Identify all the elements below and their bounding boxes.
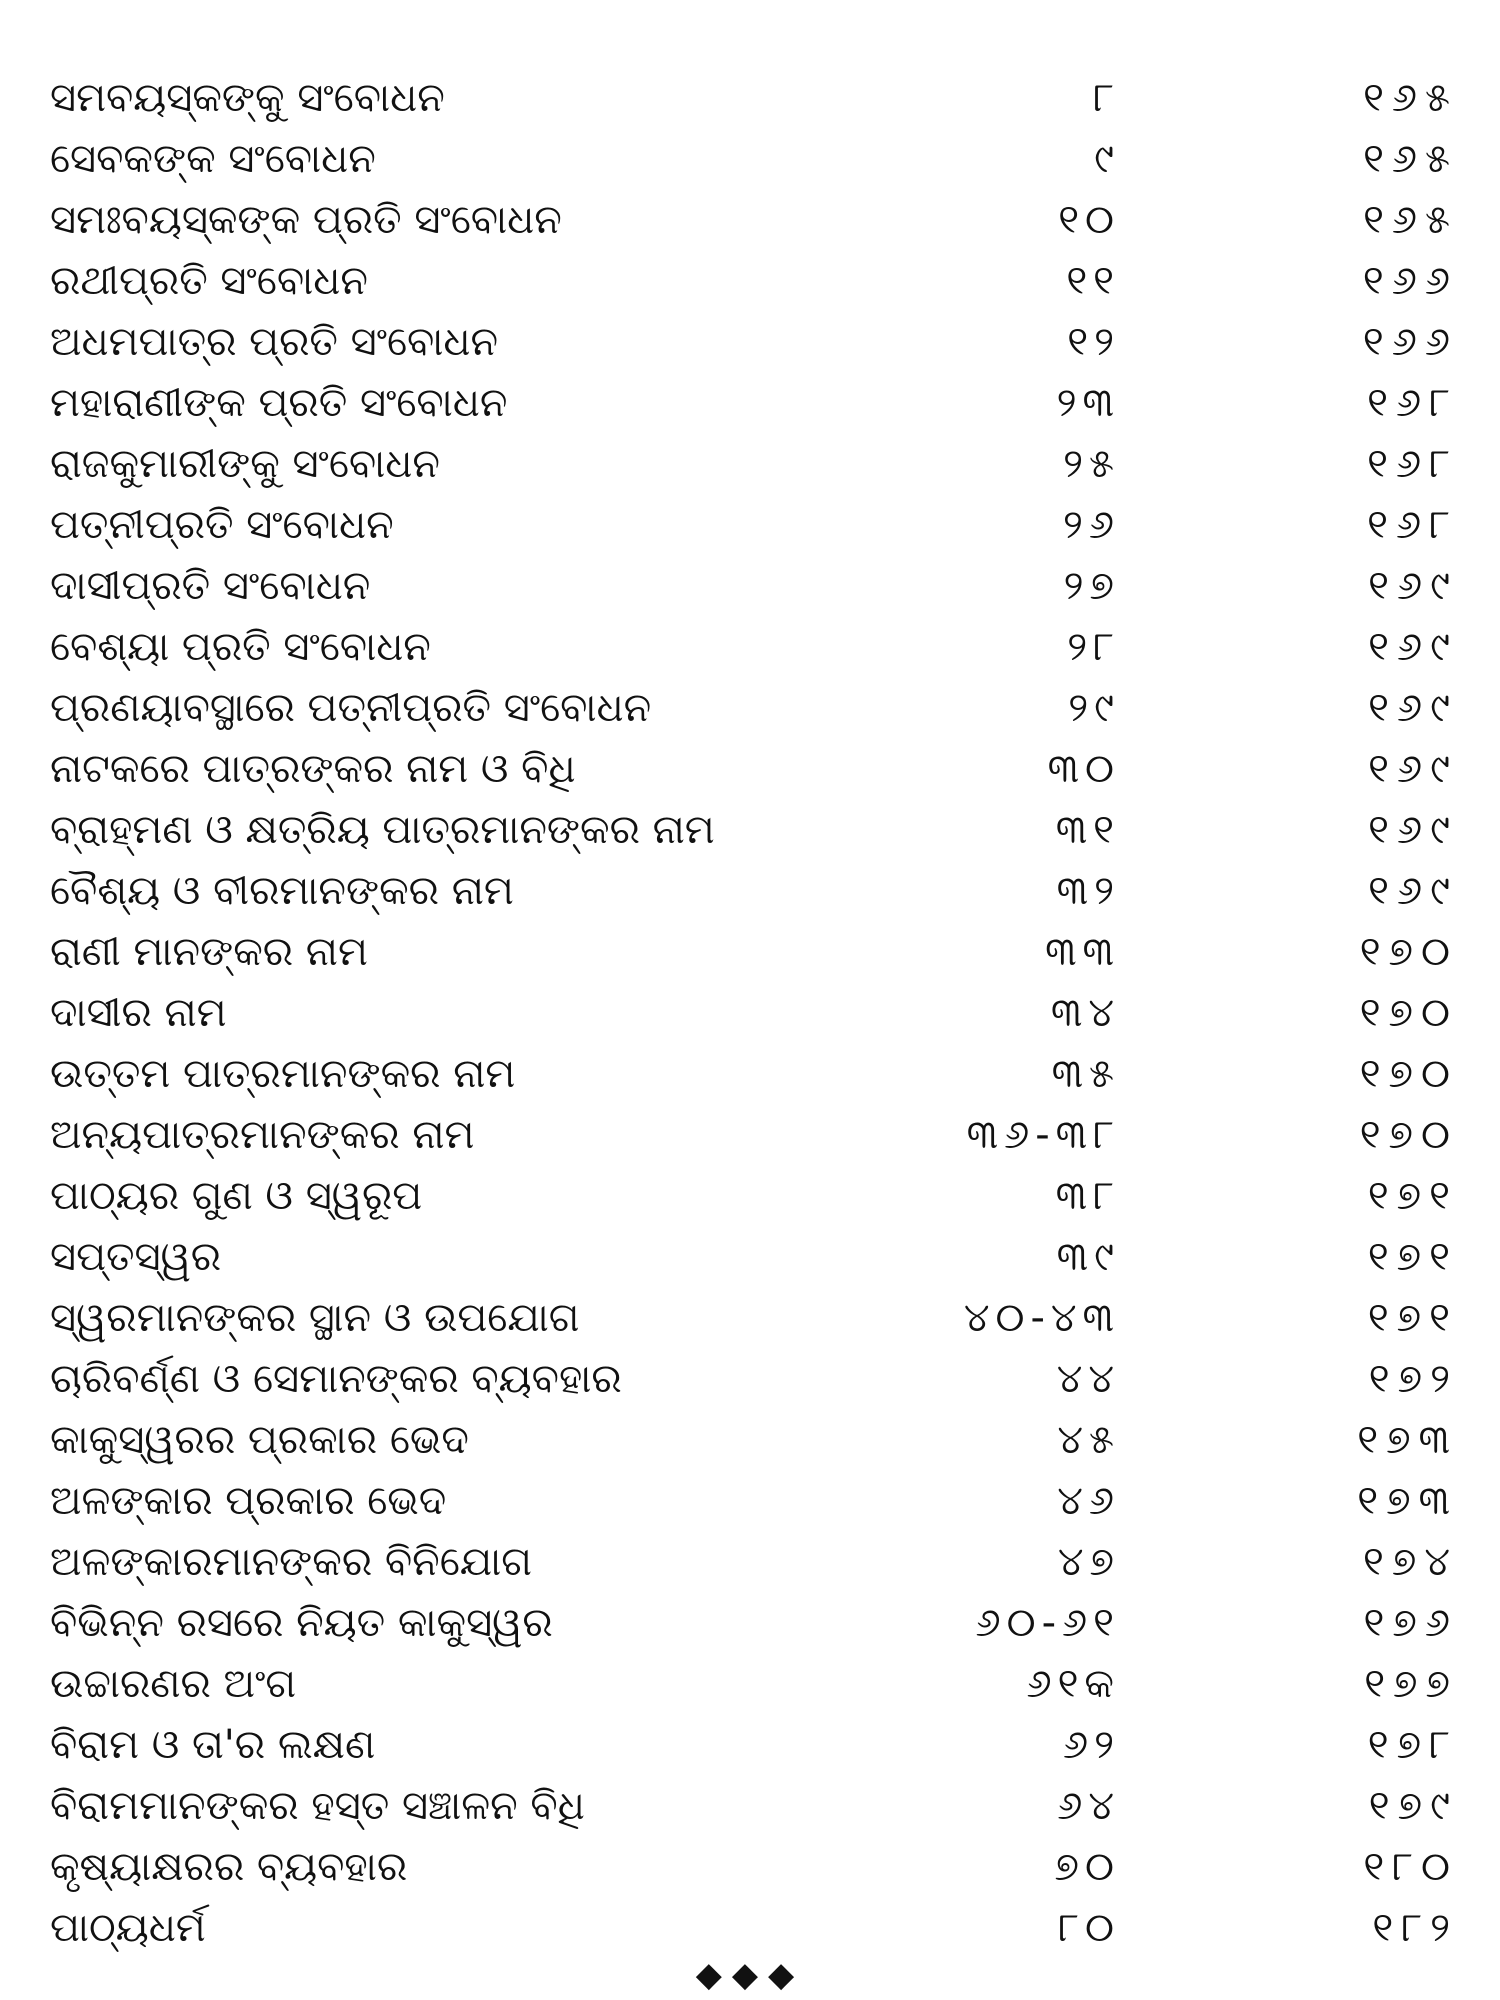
toc-row (0, 1471, 1500, 1532)
toc-entry-verse: ୩୧ (1055, 807, 1120, 853)
toc-entry-verse: ୧୨ (1067, 319, 1120, 365)
toc-entry-verse: ୮ (1093, 75, 1120, 121)
toc-row (0, 556, 1500, 617)
toc-entry-verse: ୨୬ (1062, 502, 1120, 548)
toc-entry-verse: ୨୩ (1056, 380, 1120, 426)
toc-row (0, 922, 1500, 983)
toc-row (0, 251, 1500, 312)
toc-entry-title: ବିରାମମାନଙ୍କର ହସ୍ତ ସଞ୍ଚାଳନ ବିଧି (50, 1783, 585, 1829)
toc-entry-page-number: ୧୬୯ (1368, 563, 1458, 609)
toc-entry-title: ଉଚ୍ଚାରଣର ଅଂଗ (50, 1661, 297, 1707)
toc-row (0, 1776, 1500, 1837)
toc-entry-page-number: ୧୭୪ (1363, 1539, 1458, 1585)
toc-entry-verse: ୩୦ (1047, 746, 1120, 792)
toc-entry-title: ସ୍ୱରମାନଙ୍କର ସ୍ଥାନ ଓ ଉପଯୋଗ (50, 1295, 580, 1341)
toc-entry-verse: ୨୯ (1068, 685, 1120, 731)
toc-row (0, 1654, 1500, 1715)
end-ornament: ◆◆◆ (695, 1955, 805, 1995)
toc-entry-title: କୃଷ୍ୟାକ୍ଷରର ବ୍ୟବହାର (50, 1844, 408, 1890)
toc-entry-title: ଅଧମପାତ୍ର ପ୍ରତି ସଂବୋଧନ (50, 319, 499, 365)
toc-entry-title: ବେଶ୍ୟା ପ୍ରତି ସଂବୋଧନ (50, 624, 431, 670)
toc-entry-verse: ୨୮ (1067, 624, 1120, 670)
toc-entry-page-number: ୧୭୧ (1367, 1234, 1458, 1280)
toc-entry-page-number: ୧୬୫ (1363, 136, 1458, 182)
toc-entry-title: ପାଠ୍ୟଧର୍ମ (50, 1905, 206, 1951)
toc-entry-title: ସମଃବୟସ୍କଙ୍କ ପ୍ରତି ସଂବୋଧନ (50, 197, 562, 243)
toc-row (0, 739, 1500, 800)
toc-entry-page-number: ୧୬୯ (1368, 807, 1458, 853)
toc-entry-verse: ୪୭ (1057, 1539, 1120, 1585)
toc-entry-title: ଚାରିବର୍ଣ୍ଣ ଓ ସେମାନଙ୍କର ବ୍ୟବହାର (50, 1356, 622, 1402)
toc-entry-title: ମହାରାଣୀଙ୍କ ପ୍ରତି ସଂବୋଧନ (50, 380, 508, 426)
toc-entry-page-number: ୧୬୫ (1363, 75, 1458, 121)
toc-row (0, 1593, 1500, 1654)
toc-entry-page-number: ୧୬୮ (1367, 502, 1458, 548)
toc-entry-verse: ୬୨ (1062, 1722, 1120, 1768)
toc-entry-page-number: ୧୭୮ (1367, 1722, 1458, 1768)
toc-entry-page-number: ୧୭୯ (1368, 1783, 1458, 1829)
toc-row (0, 1715, 1500, 1776)
toc-entry-page-number: ୧୭୦ (1359, 1112, 1458, 1158)
toc-row (0, 1532, 1500, 1593)
toc-row (0, 190, 1500, 251)
toc-row (0, 495, 1500, 556)
toc-entry-title: ପାଠ୍ୟର ଗୁଣ ଓ ସ୍ୱରୂପ (50, 1173, 423, 1219)
toc-row (0, 312, 1500, 373)
toc-entry-title: ଅନ୍ୟପାତ୍ରମାନଙ୍କର ନାମ (50, 1112, 475, 1158)
toc-entry-verse: ୧୧ (1066, 258, 1120, 304)
toc-entry-verse: ୩୯ (1056, 1234, 1120, 1280)
toc-entry-title: କାକୁସ୍ୱରର ପ୍ରକାର ଭେଦ (50, 1417, 469, 1463)
toc-entry-page-number: ୧୭୭ (1364, 1661, 1458, 1707)
toc-row (0, 68, 1500, 129)
toc-entry-verse: ୩୨ (1056, 868, 1120, 914)
toc-entry-page-number: ୧୬୯ (1368, 624, 1458, 670)
toc-row (0, 1837, 1500, 1898)
toc-row (0, 678, 1500, 739)
toc-entry-title: ନାଟକରେ ପାତ୍ରଙ୍କର ନାମ ଓ ବିଧି (50, 746, 576, 792)
toc-row (0, 1898, 1500, 1959)
toc-row (0, 1166, 1500, 1227)
toc-entry-verse: ୮୦ (1058, 1905, 1120, 1951)
toc-entry-verse: ୩୫ (1051, 1051, 1120, 1097)
toc-entry-page-number: ୧୬୯ (1368, 868, 1458, 914)
toc-entry-page-number: ୧୭୬ (1363, 1600, 1458, 1646)
toc-entry-page-number: ୧୭୨ (1368, 1356, 1458, 1402)
toc-entry-title: ଅଳଙ୍କାର ପ୍ରକାର ଭେଦ (50, 1478, 447, 1524)
toc-entry-title: ରାଣୀ ମାନଙ୍କର ନାମ (50, 929, 368, 975)
toc-entry-title: ସେବକଙ୍କ ସଂବୋଧନ (50, 136, 376, 182)
toc-entry-page-number: ୧୬୬ (1362, 258, 1458, 304)
toc-entry-verse: ୩୩ (1045, 929, 1120, 975)
toc-row (0, 1410, 1500, 1471)
toc-row (0, 617, 1500, 678)
toc-entry-page-number: ୧୭୦ (1359, 1051, 1458, 1097)
toc-row (0, 1227, 1500, 1288)
toc-row (0, 129, 1500, 190)
toc-entry-page-number: ୧୭୧ (1367, 1173, 1458, 1219)
toc-entry-title: ରାଜକୁମାରୀଙ୍କୁ ସଂବୋଧନ (50, 441, 440, 487)
toc-entry-title: ଉତ୍ତମ ପାତ୍ରମାନଙ୍କର ନାମ (50, 1051, 516, 1097)
toc-row (0, 1105, 1500, 1166)
toc-entry-title: ସପ୍ତସ୍ୱର (50, 1234, 222, 1280)
toc-entry-title: ସମବୟସ୍କଙ୍କୁ ସଂବୋଧନ (50, 75, 445, 121)
toc-entry-page-number: ୧୭୩ (1357, 1417, 1458, 1463)
toc-entry-verse: ୪୦-୪୩ (963, 1295, 1120, 1341)
toc-entry-verse: ୩୪ (1050, 990, 1120, 1036)
toc-row (0, 1044, 1500, 1105)
table-of-contents (0, 68, 1500, 1959)
toc-entry-page-number: ୧୬୮ (1367, 380, 1458, 426)
toc-entry-title: ରଥୀପ୍ରତି ସଂବୋଧନ (50, 258, 368, 304)
toc-row (0, 800, 1500, 861)
toc-row (0, 1349, 1500, 1410)
toc-entry-verse: ୨୫ (1063, 441, 1120, 487)
toc-entry-page-number: ୧୮୨ (1372, 1905, 1458, 1951)
toc-entry-verse: ୨୭ (1063, 563, 1120, 609)
toc-entry-verse: ୪୬ (1057, 1478, 1120, 1524)
toc-entry-page-number: ୧୬୯ (1368, 746, 1458, 792)
toc-entry-title: ଅଳଙ୍କାରମାନଙ୍କର ବିନିଯୋଗ (50, 1539, 532, 1585)
toc-entry-page-number: ୧୭୦ (1359, 929, 1458, 975)
toc-entry-verse: ୬୪ (1057, 1783, 1120, 1829)
toc-entry-verse: ୬୦-୬୧ (975, 1600, 1120, 1646)
toc-entry-page-number: ୧୬୬ (1362, 319, 1458, 365)
toc-entry-page-number: ୧୭୧ (1367, 1295, 1458, 1341)
toc-entry-page-number: ୧୮୦ (1363, 1844, 1458, 1890)
toc-entry-title: ଦାସୀର ନାମ (50, 990, 227, 1036)
toc-entry-verse: ୩୮ (1055, 1173, 1120, 1219)
toc-entry-verse: ୭୦ (1054, 1844, 1120, 1890)
toc-entry-page-number: ୧୬୮ (1367, 441, 1458, 487)
toc-entry-verse: ୪୫ (1057, 1417, 1120, 1463)
toc-entry-title: ବୈଶ୍ୟ ଓ ବୀରମାନଙ୍କର ନାମ (50, 868, 514, 914)
toc-row (0, 983, 1500, 1044)
toc-entry-verse: ୩୬-୩୮ (966, 1112, 1120, 1158)
toc-row (0, 434, 1500, 495)
toc-entry-title: ଦାସୀପ୍ରତି ସଂବୋଧନ (50, 563, 371, 609)
toc-entry-page-number: ୧୭୩ (1357, 1478, 1458, 1524)
toc-entry-title: ବ୍ରାହ୍ମଣ ଓ କ୍ଷତ୍ରିୟ ପାତ୍ରମାନଙ୍କର ନାମ (50, 807, 715, 853)
toc-entry-title: ବିଭିନ୍ନ ରସରେ ନିୟତ କାକୁସ୍ୱର (50, 1600, 553, 1646)
toc-entry-page-number: ୧୬୯ (1368, 685, 1458, 731)
toc-entry-title: ପତ୍ନୀପ୍ରତି ସଂବୋଧନ (50, 502, 394, 548)
toc-entry-title: ପ୍ରଣୟାବସ୍ଥାରେ ପତ୍ନୀପ୍ରତି ସଂବୋଧନ (50, 685, 652, 731)
toc-entry-verse: ୯ (1094, 136, 1120, 182)
toc-entry-verse: ୧୦ (1058, 197, 1120, 243)
toc-row (0, 373, 1500, 434)
toc-row (0, 861, 1500, 922)
toc-entry-verse: ୬୧କ (1026, 1661, 1120, 1707)
toc-entry-title: ବିରାମ ଓ ତା'ର ଲକ୍ଷଣ (50, 1722, 376, 1768)
toc-entry-page-number: ୧୭୦ (1359, 990, 1458, 1036)
toc-entry-page-number: ୧୬୫ (1363, 197, 1458, 243)
toc-row (0, 1288, 1500, 1349)
toc-entry-verse: ୪୪ (1056, 1356, 1120, 1402)
